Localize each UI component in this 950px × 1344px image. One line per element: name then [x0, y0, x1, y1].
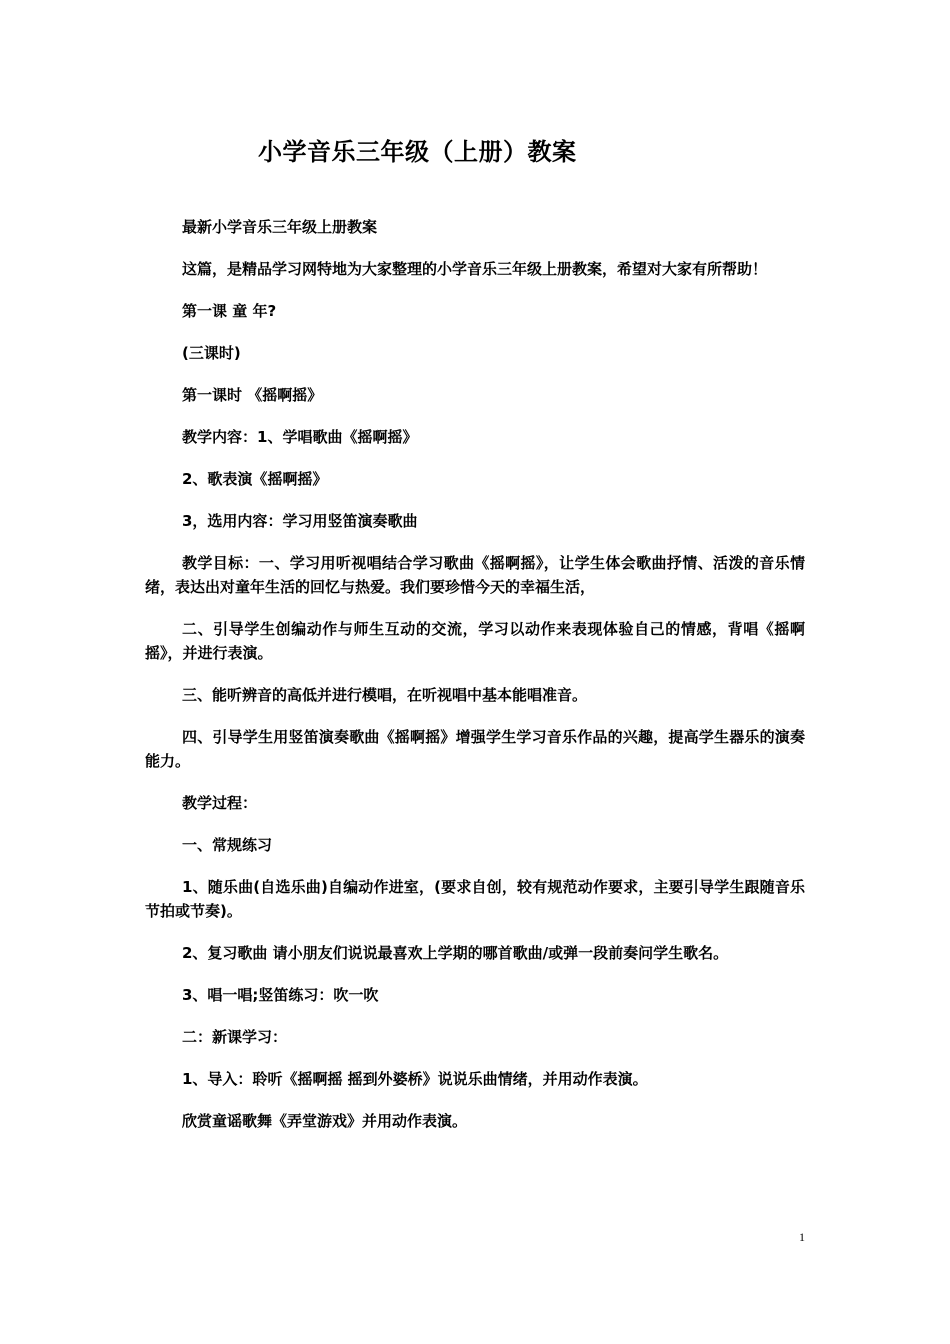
paragraph: 1、随乐曲(自选乐曲)自编动作进室，(要求自创，较有规范动作要求，主要引导学生跟随音乐节拍或节奏)。: [145, 878, 805, 920]
paragraph: 这篇，是精品学习网特地为大家整理的小学音乐三年级上册教案，希望对大家有所帮助！: [182, 260, 768, 278]
paragraph: 3、唱一唱;竖笛练习：吹一吹: [182, 986, 379, 1004]
document-body: [145, 215, 805, 1133]
paragraph: (三课时): [182, 344, 241, 362]
paragraph: 教学目标：一、学习用听视唱结合学习歌曲《摇啊摇》，让学生体会歌曲抒情、活泼的音乐情绪，表达出对童年生活的回忆与热爱。我们要珍惜今天的幸福生活，: [145, 554, 805, 596]
page-number: 1: [799, 1230, 805, 1244]
paragraph: 3，选用内容：学习用竖笛演奏歌曲: [182, 512, 418, 530]
paragraph: 欣赏童谣歌舞《弄堂游戏》并用动作表演。: [182, 1112, 468, 1130]
paragraph: 第一课时 《摇啊摇》: [182, 386, 323, 404]
paragraph: 二：新课学习：: [182, 1028, 288, 1046]
paragraph: 2、歌表演《摇啊摇》: [182, 470, 328, 488]
paragraph: 最新小学音乐三年级上册教案: [182, 218, 378, 236]
paragraph: 第一课 童 年?: [182, 302, 277, 320]
paragraph: 三、能听辨音的高低并进行模唱，在听视唱中基本能唱准音。: [182, 686, 588, 704]
paragraph: 四、引导学生用竖笛演奏歌曲《摇啊摇》增强学生学习音乐作品的兴趣，提高学生器乐的演奏能力。: [145, 728, 805, 770]
paragraph: 二、引导学生创编动作与师生互动的交流，学习以动作来表现体验自己的情感，背唱《摇啊摇》，并进行表演。: [145, 620, 805, 662]
paragraph: 教学过程：: [182, 794, 258, 812]
document-title: 小学音乐三年级（上册）教案: [258, 138, 577, 166]
paragraph: 一、常规练习: [182, 836, 273, 854]
paragraph: 1、导入：聆听《摇啊摇 摇到外婆桥》说说乐曲情绪，并用动作表演。: [182, 1070, 648, 1088]
paragraph: 教学内容：1、学唱歌曲《摇啊摇》: [182, 428, 418, 446]
paragraph: 2、复习歌曲 请小朋友们说说最喜欢上学期的哪首歌曲/或弹一段前奏问学生歌名。: [182, 944, 729, 962]
